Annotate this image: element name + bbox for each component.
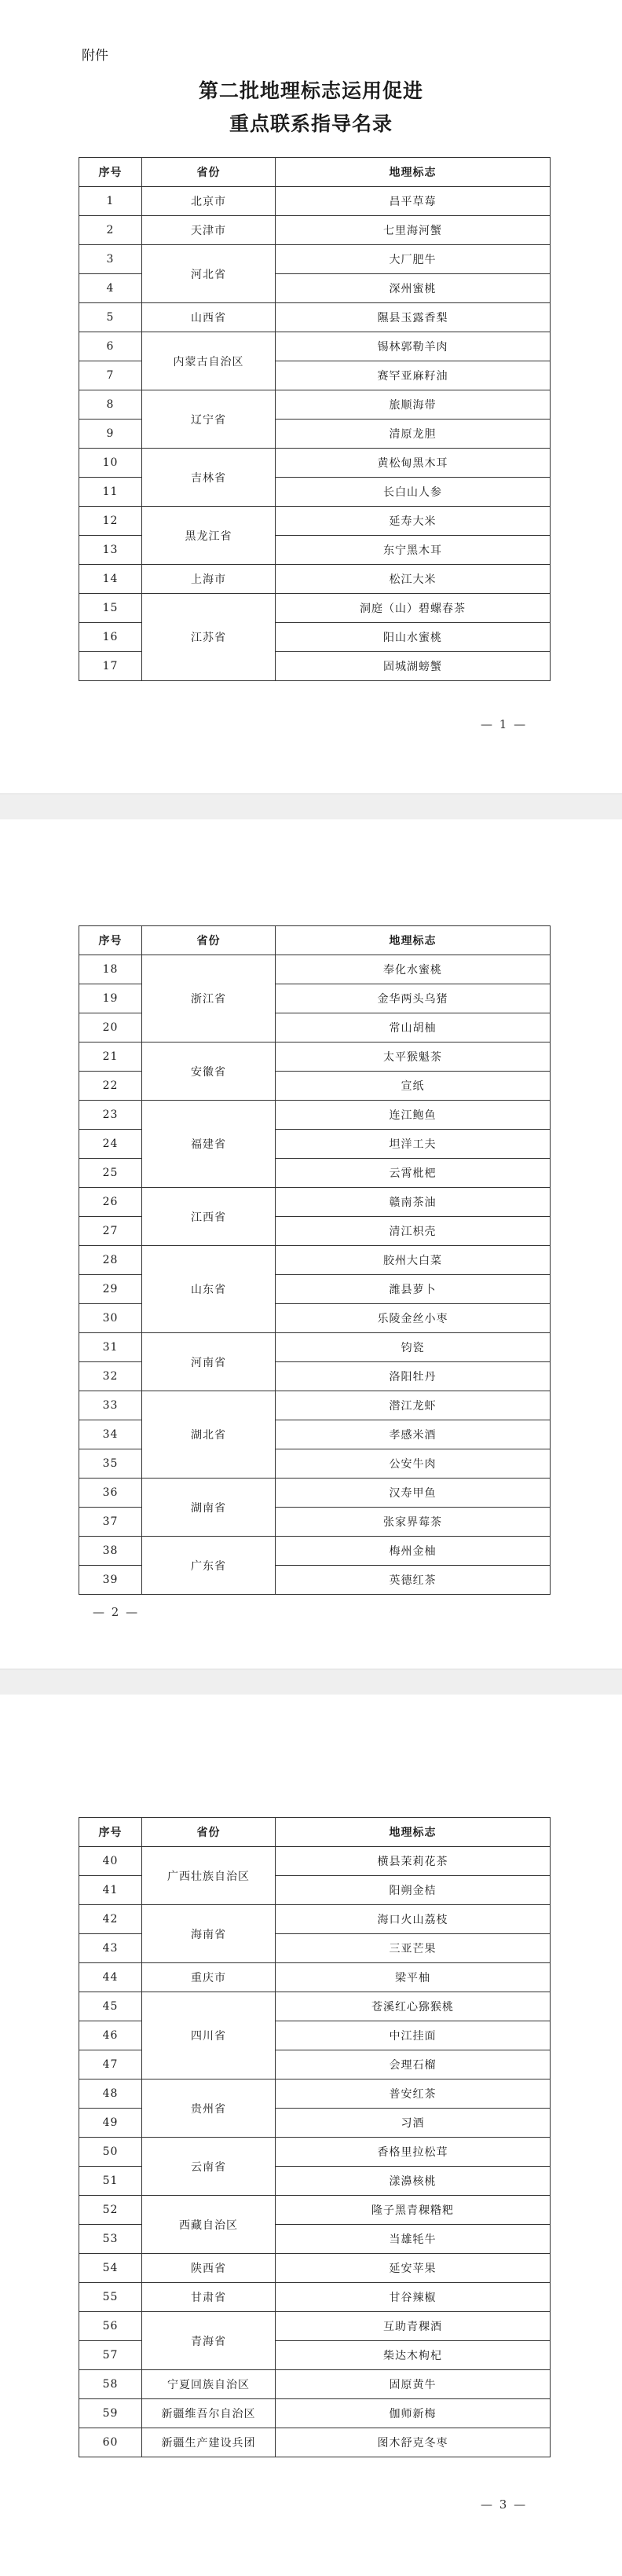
row-number: 48: [79, 2079, 142, 2109]
table-row: [79, 1992, 551, 2021]
table-row: [79, 1101, 551, 1130]
gi-name-cell: 英德红茶: [276, 1566, 551, 1595]
gi-name-cell: 潜江龙虾: [276, 1391, 551, 1420]
gi-name-cell: 孝感米酒: [276, 1420, 551, 1449]
gi-name-cell: 隰县玉露香梨: [276, 303, 551, 332]
row-number: 58: [79, 2370, 142, 2399]
province-cell: 安徽省: [142, 1042, 276, 1101]
gi-name-cell: 深州蜜桃: [276, 274, 551, 303]
row-number: 27: [79, 1217, 142, 1246]
gi-name-cell: 宣纸: [276, 1072, 551, 1101]
gi-name-cell: 横县茉莉花茶: [276, 1847, 551, 1876]
table-row: [79, 2079, 551, 2109]
gi-name-cell: 中江挂面: [276, 2021, 551, 2050]
gi-name-cell: 奉化水蜜桃: [276, 955, 551, 984]
province-cell: 河北省: [142, 245, 276, 303]
province-cell: 甘肃省: [142, 2283, 276, 2312]
province-cell: 北京市: [142, 187, 276, 216]
page-number-2: — 2 —: [93, 1605, 140, 1619]
attachment-label: 附件: [82, 48, 108, 64]
province-cell: 山西省: [142, 303, 276, 332]
gi-name-cell: 会理石榴: [276, 2050, 551, 2079]
province-cell: 贵州省: [142, 2079, 276, 2138]
province-cell: 云南省: [142, 2138, 276, 2196]
province-cell: 湖南省: [142, 1479, 276, 1537]
row-number: 45: [79, 1992, 142, 2021]
gi-name-cell: 公安牛肉: [276, 1449, 551, 1479]
table-row: [79, 303, 551, 332]
title-line-1: 第二批地理标志运用促进: [198, 79, 423, 102]
gi-name-cell: 胶州大白菜: [276, 1246, 551, 1275]
page-3: [0, 1695, 622, 2576]
gi-table-page-3: [79, 1817, 551, 2457]
row-number: 13: [79, 536, 142, 565]
province-cell: 上海市: [142, 565, 276, 594]
province-cell: 四川省: [142, 1992, 276, 2079]
table-row: [79, 216, 551, 245]
gi-name-cell: 清江枳壳: [276, 1217, 551, 1246]
row-number: 49: [79, 2109, 142, 2138]
gi-name-cell: 柴达木枸杞: [276, 2341, 551, 2370]
province-cell: 天津市: [142, 216, 276, 245]
gi-name-cell: 金华两头乌猪: [276, 984, 551, 1013]
header-province: 省份: [142, 926, 276, 955]
table-row: [79, 2196, 551, 2225]
gi-name-cell: 潍县萝卜: [276, 1275, 551, 1304]
gi-name-cell: 阳朔金桔: [276, 1876, 551, 1905]
row-number: 34: [79, 1420, 142, 1449]
gi-name-cell: 赣南茶油: [276, 1188, 551, 1217]
gi-name-cell: 七里海河蟹: [276, 216, 551, 245]
row-number: 55: [79, 2283, 142, 2312]
row-number: 23: [79, 1101, 142, 1130]
table-row: [79, 1537, 551, 1566]
table-row: [79, 332, 551, 361]
row-number: 8: [79, 390, 142, 420]
table-row: [79, 1479, 551, 1508]
gi-name-cell: 梁平柚: [276, 1963, 551, 1992]
row-number: 24: [79, 1130, 142, 1159]
table-row: [79, 565, 551, 594]
header-province: 省份: [142, 158, 276, 187]
row-number: 37: [79, 1508, 142, 1537]
header-gi: 地理标志: [276, 926, 551, 955]
province-cell: 辽宁省: [142, 390, 276, 449]
row-number: 54: [79, 2254, 142, 2283]
row-number: 3: [79, 245, 142, 274]
row-number: 10: [79, 449, 142, 478]
province-cell: 宁夏回族自治区: [142, 2370, 276, 2399]
gi-name-cell: 钧瓷: [276, 1333, 551, 1362]
table-row: [79, 245, 551, 274]
gi-name-cell: 赛罕亚麻籽油: [276, 361, 551, 390]
table-row: [79, 594, 551, 623]
province-cell: 广东省: [142, 1537, 276, 1595]
page-2: [0, 819, 622, 1669]
row-number: 17: [79, 652, 142, 681]
gi-name-cell: 延寿大米: [276, 507, 551, 536]
gi-name-cell: 三亚芒果: [276, 1934, 551, 1963]
province-cell: 福建省: [142, 1101, 276, 1188]
row-number: 28: [79, 1246, 142, 1275]
table-row: [79, 1333, 551, 1362]
row-number: 5: [79, 303, 142, 332]
table-row: [79, 1963, 551, 1992]
row-number: 22: [79, 1072, 142, 1101]
header-no: 序号: [79, 158, 142, 187]
province-cell: 内蒙古自治区: [142, 332, 276, 390]
gi-name-cell: 旅顺海带: [276, 390, 551, 420]
row-number: 36: [79, 1479, 142, 1508]
gi-name-cell: 清原龙胆: [276, 420, 551, 449]
row-number: 4: [79, 274, 142, 303]
table-row: [79, 2428, 551, 2457]
row-number: 11: [79, 478, 142, 507]
province-cell: 海南省: [142, 1905, 276, 1963]
province-cell: 吉林省: [142, 449, 276, 507]
table-row: [79, 2254, 551, 2283]
gi-name-cell: 苍溪红心猕猴桃: [276, 1992, 551, 2021]
gi-name-cell: 伽师新梅: [276, 2399, 551, 2428]
row-number: 6: [79, 332, 142, 361]
gi-name-cell: 坦洋工夫: [276, 1130, 551, 1159]
province-cell: 广西壮族自治区: [142, 1847, 276, 1905]
row-number: 38: [79, 1537, 142, 1566]
gi-table-page-1: [79, 157, 551, 681]
gi-name-cell: 图木舒克冬枣: [276, 2428, 551, 2457]
row-number: 15: [79, 594, 142, 623]
row-number: 14: [79, 565, 142, 594]
row-number: 30: [79, 1304, 142, 1333]
gi-name-cell: 延安苹果: [276, 2254, 551, 2283]
table-row: [79, 1391, 551, 1420]
page-number-3: — 3 —: [481, 2497, 528, 2512]
province-cell: 西藏自治区: [142, 2196, 276, 2254]
table-row: [79, 1188, 551, 1217]
table-header-row: [79, 1818, 551, 1847]
gi-name-cell: 当雄牦牛: [276, 2225, 551, 2254]
row-number: 35: [79, 1449, 142, 1479]
row-number: 52: [79, 2196, 142, 2225]
gi-name-cell: 洞庭（山）碧螺春茶: [276, 594, 551, 623]
gi-name-cell: 连江鲍鱼: [276, 1101, 551, 1130]
row-number: 43: [79, 1934, 142, 1963]
province-cell: 新疆生产建设兵团: [142, 2428, 276, 2457]
gi-name-cell: 固原黄牛: [276, 2370, 551, 2399]
gi-name-cell: 太平猴魁茶: [276, 1042, 551, 1072]
gi-name-cell: 海口火山荔枝: [276, 1905, 551, 1934]
gi-name-cell: 乐陵金丝小枣: [276, 1304, 551, 1333]
gi-name-cell: 常山胡柚: [276, 1013, 551, 1042]
row-number: 9: [79, 420, 142, 449]
row-number: 53: [79, 2225, 142, 2254]
row-number: 47: [79, 2050, 142, 2079]
row-number: 44: [79, 1963, 142, 1992]
gi-name-cell: 互助青稞酒: [276, 2312, 551, 2341]
row-number: 19: [79, 984, 142, 1013]
row-number: 26: [79, 1188, 142, 1217]
page-gap-1: [0, 793, 622, 820]
header-gi: 地理标志: [276, 158, 551, 187]
header-gi: 地理标志: [276, 1818, 551, 1847]
table-row: [79, 2370, 551, 2399]
gi-name-cell: 汉寿甲鱼: [276, 1479, 551, 1508]
row-number: 40: [79, 1847, 142, 1876]
gi-name-cell: 大厂肥牛: [276, 245, 551, 274]
header-province: 省份: [142, 1818, 276, 1847]
province-cell: 黑龙江省: [142, 507, 276, 565]
table-row: [79, 955, 551, 984]
province-cell: 青海省: [142, 2312, 276, 2370]
gi-name-cell: 洛阳牡丹: [276, 1362, 551, 1391]
title-line-2: 重点联系指导名录: [229, 112, 393, 135]
row-number: 59: [79, 2399, 142, 2428]
province-cell: 陕西省: [142, 2254, 276, 2283]
table-row: [79, 1042, 551, 1072]
row-number: 2: [79, 216, 142, 245]
gi-name-cell: 松江大米: [276, 565, 551, 594]
gi-name-cell: 习酒: [276, 2109, 551, 2138]
table-row: [79, 449, 551, 478]
gi-name-cell: 锡林郭勒羊肉: [276, 332, 551, 361]
gi-name-cell: 黄松甸黑木耳: [276, 449, 551, 478]
row-number: 7: [79, 361, 142, 390]
table-row: [79, 2399, 551, 2428]
province-cell: 重庆市: [142, 1963, 276, 1992]
table-row: [79, 507, 551, 536]
gi-name-cell: 固城湖螃蟹: [276, 652, 551, 681]
row-number: 21: [79, 1042, 142, 1072]
row-number: 60: [79, 2428, 142, 2457]
row-number: 25: [79, 1159, 142, 1188]
row-number: 29: [79, 1275, 142, 1304]
row-number: 16: [79, 623, 142, 652]
row-number: 56: [79, 2312, 142, 2341]
page-number-1: — 1 —: [481, 717, 528, 731]
header-no: 序号: [79, 1818, 142, 1847]
province-cell: 浙江省: [142, 955, 276, 1042]
row-number: 51: [79, 2167, 142, 2196]
row-number: 12: [79, 507, 142, 536]
table-row: [79, 1905, 551, 1934]
gi-name-cell: 云霄枇杷: [276, 1159, 551, 1188]
province-cell: 山东省: [142, 1246, 276, 1333]
header-no: 序号: [79, 926, 142, 955]
gi-name-cell: 阳山水蜜桃: [276, 623, 551, 652]
row-number: 50: [79, 2138, 142, 2167]
page-gap-2: [0, 1669, 622, 1695]
province-cell: 河南省: [142, 1333, 276, 1391]
gi-name-cell: 隆子黑青稞糌粑: [276, 2196, 551, 2225]
table-row: [79, 1246, 551, 1275]
row-number: 57: [79, 2341, 142, 2370]
province-cell: 江西省: [142, 1188, 276, 1246]
gi-name-cell: 漾濞核桃: [276, 2167, 551, 2196]
gi-name-cell: 东宁黑木耳: [276, 536, 551, 565]
row-number: 31: [79, 1333, 142, 1362]
table-row: [79, 187, 551, 216]
province-cell: 江苏省: [142, 594, 276, 681]
gi-name-cell: 普安红茶: [276, 2079, 551, 2109]
gi-name-cell: 香格里拉松茸: [276, 2138, 551, 2167]
row-number: 39: [79, 1566, 142, 1595]
row-number: 46: [79, 2021, 142, 2050]
table-row: [79, 2312, 551, 2341]
table-row: [79, 1847, 551, 1876]
province-cell: 湖北省: [142, 1391, 276, 1479]
gi-name-cell: 梅州金柚: [276, 1537, 551, 1566]
row-number: 32: [79, 1362, 142, 1391]
gi-table-page-2: [79, 925, 551, 1595]
row-number: 20: [79, 1013, 142, 1042]
table-row: [79, 390, 551, 420]
gi-name-cell: 张家界莓茶: [276, 1508, 551, 1537]
page-1: [0, 0, 622, 793]
row-number: 1: [79, 187, 142, 216]
gi-name-cell: 昌平草莓: [276, 187, 551, 216]
row-number: 33: [79, 1391, 142, 1420]
table-header-row: [79, 158, 551, 187]
row-number: 18: [79, 955, 142, 984]
gi-name-cell: 甘谷辣椒: [276, 2283, 551, 2312]
table-header-row: [79, 926, 551, 955]
table-row: [79, 2283, 551, 2312]
table-row: [79, 2138, 551, 2167]
row-number: 42: [79, 1905, 142, 1934]
gi-name-cell: 长白山人参: [276, 478, 551, 507]
row-number: 41: [79, 1876, 142, 1905]
province-cell: 新疆维吾尔自治区: [142, 2399, 276, 2428]
